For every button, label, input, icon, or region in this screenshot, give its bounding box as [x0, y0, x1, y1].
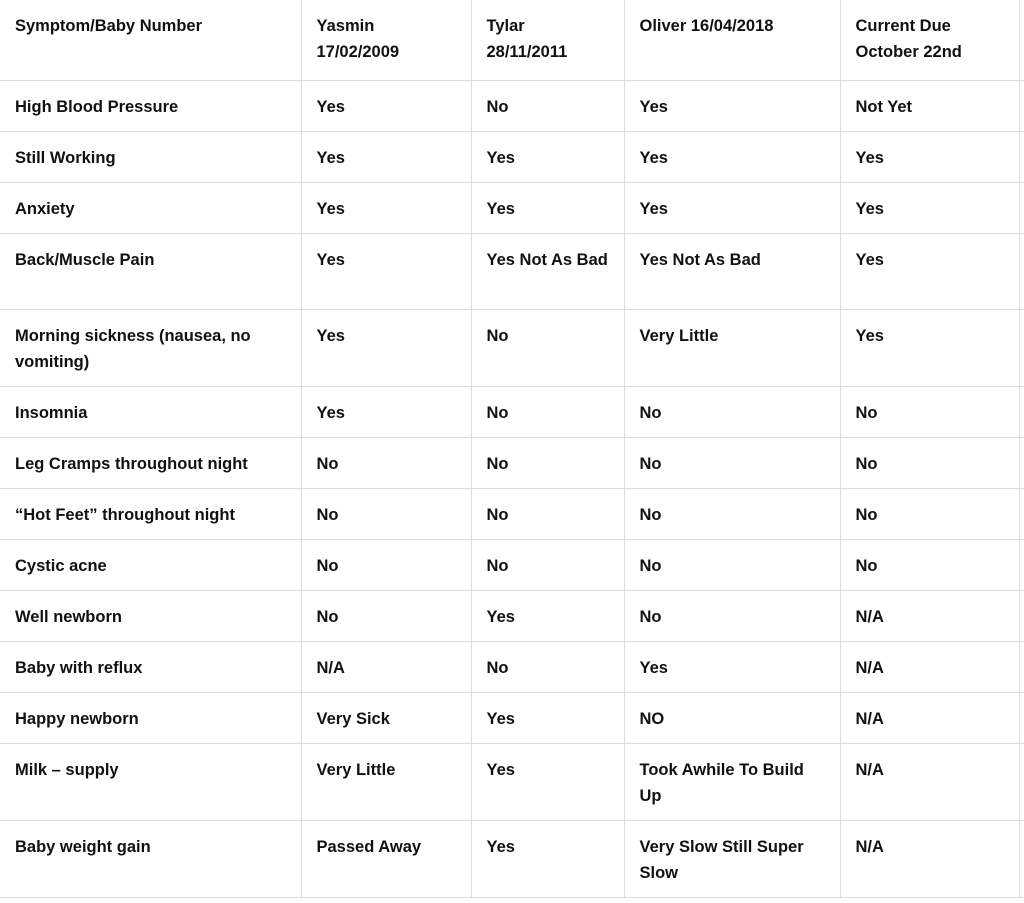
value-cell: Yes — [840, 233, 1019, 309]
header-current: Current Due October 22nd — [840, 0, 1019, 80]
header-yasmin: Yasmin 17/02/2009 — [301, 0, 471, 80]
value-cell: Yes — [624, 641, 840, 692]
table-row — [0, 820, 1024, 897]
symptom-cell: Back/Muscle Pain — [0, 233, 301, 309]
value-cell: No — [624, 437, 840, 488]
table-header-row — [0, 0, 1024, 80]
table-edge — [1019, 131, 1024, 182]
table-edge — [1019, 0, 1024, 80]
value-cell: Took Awhile To Build Up — [624, 743, 840, 820]
table-edge — [1019, 437, 1024, 488]
value-cell: Yes — [471, 131, 624, 182]
value-cell: Yes — [301, 80, 471, 131]
value-cell: Yes — [301, 182, 471, 233]
table-row — [0, 437, 1024, 488]
header-tylar: Tylar 28/11/2011 — [471, 0, 624, 80]
table-row — [0, 80, 1024, 131]
table-row — [0, 539, 1024, 590]
value-cell: Not Yet — [840, 80, 1019, 131]
value-cell: Yes — [471, 182, 624, 233]
table-edge — [1019, 539, 1024, 590]
table-row — [0, 386, 1024, 437]
symptom-cell: Still Working — [0, 131, 301, 182]
value-cell: N/A — [840, 820, 1019, 897]
value-cell: No — [301, 539, 471, 590]
symptom-cell: Well newborn — [0, 590, 301, 641]
value-cell: Yes Not As Bad — [471, 233, 624, 309]
table-row — [0, 309, 1024, 386]
value-cell: No — [471, 539, 624, 590]
value-cell: N/A — [301, 641, 471, 692]
table-edge — [1019, 743, 1024, 820]
value-cell: No — [624, 386, 840, 437]
value-cell: No — [471, 641, 624, 692]
value-cell: Yes — [301, 309, 471, 386]
value-cell: Yes — [301, 386, 471, 437]
table-edge — [1019, 488, 1024, 539]
value-cell: Yes — [301, 131, 471, 182]
symptom-cell: Happy newborn — [0, 692, 301, 743]
value-cell: No — [840, 386, 1019, 437]
value-cell: No — [840, 437, 1019, 488]
header-oliver: Oliver 16/04/2018 — [624, 0, 840, 80]
table-edge — [1019, 590, 1024, 641]
value-cell: N/A — [840, 743, 1019, 820]
symptom-cell: Baby weight gain — [0, 820, 301, 897]
value-cell: No — [471, 80, 624, 131]
value-cell: Yes — [840, 182, 1019, 233]
table-edge — [1019, 692, 1024, 743]
value-cell: Yes — [840, 131, 1019, 182]
symptom-cell: Anxiety — [0, 182, 301, 233]
value-cell: No — [840, 539, 1019, 590]
value-cell: Very Slow Still Super Slow — [624, 820, 840, 897]
value-cell: Very Little — [624, 309, 840, 386]
value-cell: No — [624, 539, 840, 590]
value-cell: No — [301, 488, 471, 539]
value-cell: No — [471, 309, 624, 386]
value-cell: Very Sick — [301, 692, 471, 743]
table-edge — [1019, 309, 1024, 386]
value-cell: N/A — [840, 692, 1019, 743]
symptom-cell: Cystic acne — [0, 539, 301, 590]
table-row — [0, 692, 1024, 743]
table-edge — [1019, 182, 1024, 233]
value-cell: Yes — [624, 182, 840, 233]
symptom-cell: Milk – supply — [0, 743, 301, 820]
value-cell: Yes — [471, 692, 624, 743]
value-cell: No — [840, 488, 1019, 539]
symptom-cell: Insomnia — [0, 386, 301, 437]
table-edge — [1019, 233, 1024, 309]
value-cell: No — [624, 590, 840, 641]
table-row — [0, 590, 1024, 641]
value-cell: Yes — [624, 131, 840, 182]
table-row — [0, 233, 1024, 309]
value-cell: N/A — [840, 641, 1019, 692]
header-symptom: Symptom/Baby Number — [0, 0, 301, 80]
value-cell: Yes Not As Bad — [624, 233, 840, 309]
value-cell: Passed Away — [301, 820, 471, 897]
symptom-cell: Leg Cramps throughout night — [0, 437, 301, 488]
value-cell: Yes — [624, 80, 840, 131]
value-cell: Yes — [471, 590, 624, 641]
table-edge — [1019, 820, 1024, 897]
symptom-cell: Baby with reflux — [0, 641, 301, 692]
value-cell: No — [301, 590, 471, 641]
value-cell: N/A — [840, 590, 1019, 641]
table-edge — [1019, 386, 1024, 437]
symptom-cell: High Blood Pressure — [0, 80, 301, 131]
symptom-cell: Morning sickness (nausea, no vomiting) — [0, 309, 301, 386]
value-cell: No — [624, 488, 840, 539]
table-edge — [1019, 80, 1024, 131]
table-row — [0, 182, 1024, 233]
value-cell: Yes — [471, 743, 624, 820]
value-cell: NO — [624, 692, 840, 743]
value-cell: No — [471, 488, 624, 539]
value-cell: Yes — [301, 233, 471, 309]
table-row — [0, 743, 1024, 820]
table-row — [0, 488, 1024, 539]
table-edge — [1019, 641, 1024, 692]
symptom-cell: “Hot Feet” throughout night — [0, 488, 301, 539]
value-cell: No — [471, 437, 624, 488]
table-row — [0, 641, 1024, 692]
value-cell: No — [471, 386, 624, 437]
value-cell: Very Little — [301, 743, 471, 820]
value-cell: No — [301, 437, 471, 488]
value-cell: Yes — [471, 820, 624, 897]
table-row — [0, 131, 1024, 182]
value-cell: Yes — [840, 309, 1019, 386]
